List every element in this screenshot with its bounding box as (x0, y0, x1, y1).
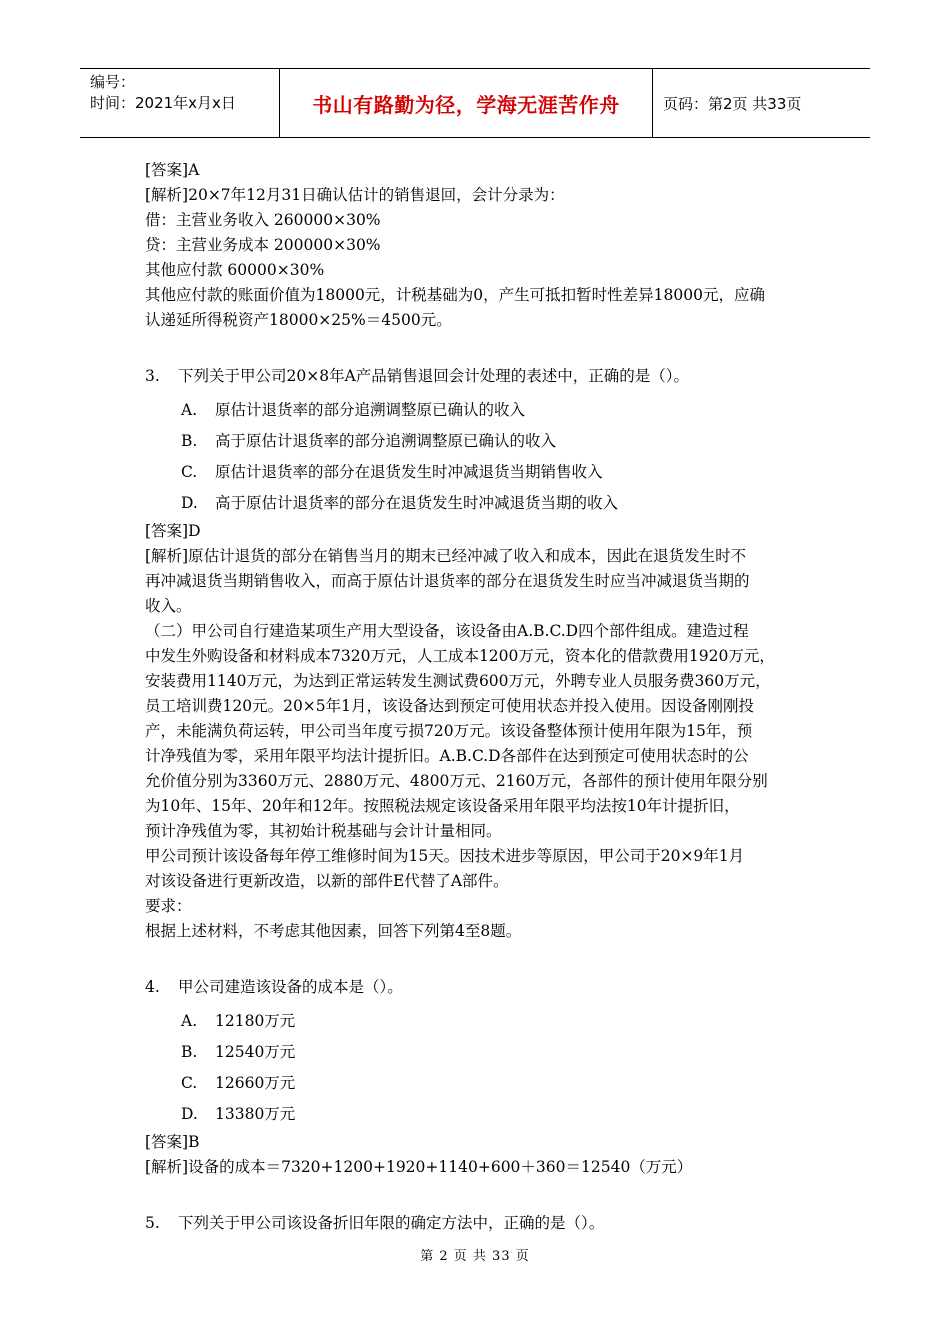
analysis-line: 收入。 (145, 597, 192, 615)
header-page-label: 页码：第2页 共33页 (663, 94, 802, 113)
option-a (145, 395, 810, 426)
option-c (145, 457, 810, 488)
case-line: 允价值分别为3360万元、2880万元、4800万元、2160万元，各部件的预计使用年限分别 (145, 772, 768, 790)
case-line: 根据上述材料，不考虑其他因素，回答下列第4至8题。 (145, 922, 522, 940)
option-text: 原估计退货率的部分在退货发生时冲减退货当期销售收入 (215, 463, 603, 481)
case-line: 为10年、15年、20年和12年。按照税法规定该设备采用年限平均法按10年计提折旧， (145, 797, 740, 815)
option-text: 13380万元 (215, 1105, 296, 1123)
option-text: 12660万元 (215, 1074, 296, 1092)
header-motto: 书山有路勤为径，学海无涯苦作舟 (280, 69, 653, 137)
option-b (145, 426, 810, 457)
case-line: 对该设备进行更新改造，以新的部件E代替了A部件。 (145, 872, 509, 890)
option-letter: B. (181, 432, 198, 450)
case-line: 甲公司预计该设备每年停工维修时间为15天。因技术进步等原因，甲公司于20×9年1月 (145, 847, 745, 865)
option-d (145, 1099, 810, 1130)
option-c (145, 1068, 810, 1099)
question-4 (145, 975, 810, 1000)
case-line: 预计净残值为零，其初始计税基础与会计计量相同。 (145, 822, 502, 840)
time-label: 时间：2021年x月x日 (90, 94, 236, 112)
option-letter: C. (181, 1074, 198, 1092)
option-text: 高于原估计退货率的部分追溯调整原已确认的收入 (215, 432, 557, 450)
option-d (145, 488, 810, 519)
option-text: 高于原估计退货率的部分在退货发生时冲减退货当期的收入 (215, 494, 619, 512)
question-number: 5. (145, 1214, 160, 1232)
case-line: 中发生外购设备和材料成本7320万元，人工成本1200万元，资本化的借款费用1920万元， (145, 647, 775, 665)
analysis-line: 贷：主营业务成本 200000×30% (145, 236, 381, 254)
question-5 (145, 1211, 810, 1236)
case-line: （二）甲公司自行建造某项生产用大型设备，该设备由A.B.C.D四个部件组成。建造过程 (145, 622, 749, 640)
analysis-line: [解析]设备的成本＝7320+1200+1920+1140+600＋360＝12540（万元） (145, 1158, 693, 1176)
analysis-line: 其他应付款的账面价值为18000元，计税基础为0，产生可抵扣暂时性差异18000元，应确 (145, 286, 765, 304)
analysis-line: [解析]原估计退货的部分在销售当月的期末已经冲减了收入和成本，因此在退货发生时不 (145, 547, 747, 565)
option-letter: A. (181, 1012, 198, 1030)
analysis-line: 其他应付款 60000×30% (145, 261, 325, 279)
case-line: 产，未能满负荷运转，甲公司当年度亏损720万元。该设备整体预计使用年限为15年，预 (145, 722, 753, 740)
analysis-line: [解析]20×7年12月31日确认估计的销售退回，会计分录为： (145, 186, 565, 204)
question-stem: 甲公司建造该设备的成本是（）。 (178, 978, 403, 996)
question-3 (145, 364, 810, 389)
number-label: 编号： (90, 73, 136, 91)
question-stem: 下列关于甲公司该设备折旧年限的确定方法中，正确的是（）。 (178, 1214, 605, 1232)
analysis-line: 再冲减退货当期销售收入，而高于原估计退货率的部分在退货发生时应当冲减退货当期的 (145, 572, 750, 590)
question-number: 4. (145, 978, 160, 996)
page-footer: 第 2 页 共 33 页 (420, 1249, 530, 1264)
option-text: 12540万元 (215, 1043, 296, 1061)
answer-line: [答案]D (145, 522, 201, 540)
option-letter: A. (181, 401, 198, 419)
header-meta (80, 69, 280, 137)
case-line: 要求： (145, 897, 192, 915)
analysis-line: 认递延所得税资产18000×25%＝4500元。 (145, 311, 452, 329)
option-letter: B. (181, 1043, 198, 1061)
option-letter: D. (181, 494, 198, 512)
case-line: 员工培训费120元。20×5年1月，该设备达到预定可使用状态并投入使用。因设备刚刚投 (145, 697, 755, 715)
analysis-line: 借：主营业务收入 260000×30% (145, 211, 381, 229)
option-text: 原估计退货率的部分追溯调整原已确认的收入 (215, 401, 526, 419)
option-letter: D. (181, 1105, 198, 1123)
option-b (145, 1037, 810, 1068)
option-letter: C. (181, 463, 198, 481)
answer-line: [答案]B (145, 1133, 200, 1151)
page-header (80, 68, 870, 138)
question-stem: 下列关于甲公司20×8年A产品销售退回会计处理的表述中，正确的是（）。 (178, 367, 690, 385)
case-line: 计净残值为零，采用年限平均法计提折旧。A.B.C.D各部件在达到预定可使用状态时的公 (145, 747, 749, 765)
document-body (145, 158, 810, 1236)
case-line: 安装费用1140万元，为达到正常运转发生测试费600万元，外聘专业人员服务费360万元， (145, 672, 771, 690)
question-number: 3. (145, 367, 160, 385)
option-text: 12180万元 (215, 1012, 296, 1030)
option-a (145, 1006, 810, 1037)
answer-line: [答案]A (145, 161, 200, 179)
